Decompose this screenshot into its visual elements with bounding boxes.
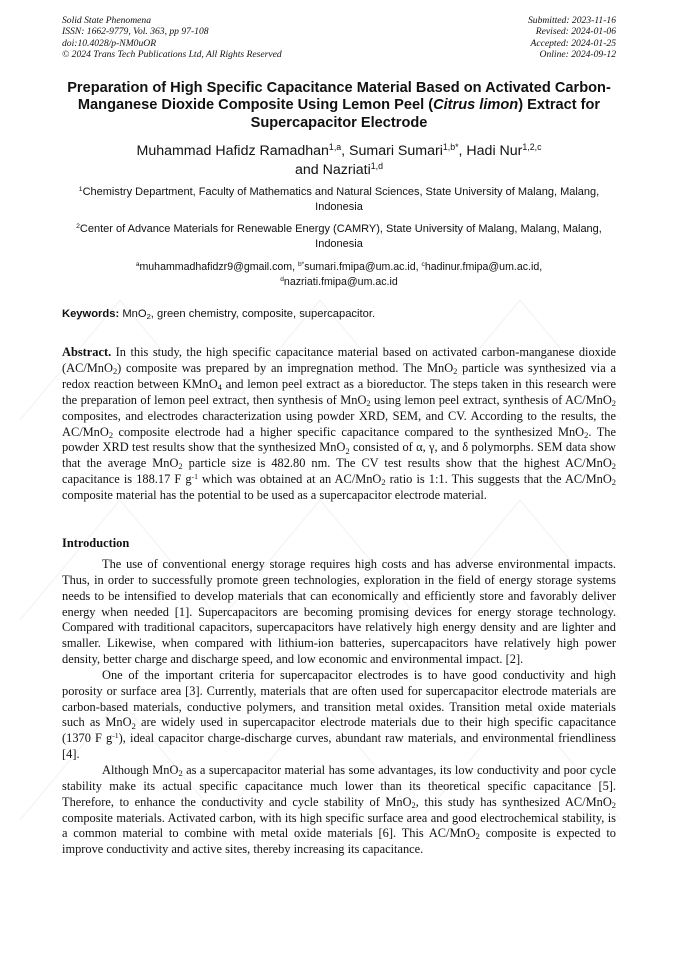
- abstract-label: Abstract.: [62, 345, 112, 359]
- paragraph: One of the important criteria for supercapacitor electrodes is to have good conductivity and high porosity or surface area [3]. Currently, materials that are often used for supercapacitor electrode materials are carbon-based materials, conductive polymers, and transition metal oxides. Transition metal oxide materials such as MnO$_2$ are widely used in supercapacitor electrode materials due to their high specific capacitance (1370 F $g^{-1}$), ideal capacitor charge-discharge curves, abundant raw materials, and environmental friendliness [4].: [62, 667, 617, 762]
- online-date: Online: 2024-09-12: [539, 48, 616, 60]
- paper-title: Preparation of High Specific Capacitance Material Based on Activated Carbon-Manganese Dioxide Composite Using Lemon Peel (Citrus limon) Extract for Supercapacitor Electrode: [67, 80, 611, 131]
- introduction-body: [62, 557, 616, 858]
- keywords: Keywords: MnO$_2$, green chemistry, composite, supercapacitor.: [62, 308, 376, 321]
- affiliation-2: $^2$Center of Advance Materials for Renewable Energy (CAMRY), State University of Malang, Malang, Malang, Indonesia: [76, 223, 602, 251]
- author-name: and Nazriati: [295, 162, 371, 178]
- paragraph: The use of conventional energy storage requires high costs and has adverse environmental impacts. Thus, in order to successfully promote green technologies, exploration in the field of energy storage systems needs to be intensified to develop materials that can economically and efficiently store and favorably deliver energy when needed [1]. Supercapacitors are becoming promising devices for energy storage technology. Compared with traditional capacitors, supercapacitors have relatively high energy density and are lighter and smaller. Likewise, when compared with lithium-ion batteries, supercapacitors have relatively high power density, better charge and discharge speed, and low economic and environmental impact. [2].: [62, 557, 616, 667]
- keywords-label: Keywords:: [62, 308, 120, 320]
- submitted-date: Submitted: 2023-11-16: [527, 15, 616, 26]
- journal-header-left: [62, 15, 282, 60]
- author-name: Muhammad Hafidz Ramadhan: [136, 143, 329, 159]
- author-name: Hadi Nur: [466, 143, 523, 159]
- author-list: Muhammad Hafidz Ramadhan$^{1,a}$, Sumari Sumari$^{1,b*}$, Hadi Nur$^{1,2,c}$ and Nazriati$^{1,d}$: [136, 142, 542, 178]
- author-name: Sumari Sumari: [349, 143, 443, 159]
- issn-volume: ISSN: 1662-9779, Vol. 363, pp 97-108: [62, 26, 209, 38]
- author-emails: $^a$muhammadhafidzr9@gmail.com, $^{b*}$sumari.fmipa@um.ac.id, $^c$hadinur.fmipa@um.ac.id, $^d$nazriati.fmipa@um.ac.id: [135, 261, 543, 288]
- section-heading-introduction: Introduction: [62, 536, 130, 550]
- copyright: © 2024 Trans Tech Publications Ltd, All Rights Reserved: [62, 48, 282, 60]
- accepted-date: Accepted: 2024-01-25: [530, 37, 616, 49]
- journal-header-right: [528, 15, 616, 60]
- revised-date: Revised: 2024-01-06: [535, 26, 616, 38]
- paragraph: Although MnO$_2$ as a supercapacitor material has some advantages, its low conductivity and poor cycle stability make its actual specific capacitance much lower than its theoretical specific capacitance [5]. Therefore, to enhance the conductivity and cycle stability of MnO$_2$, this study has synthesized AC/MnO$_2$ composite materials. Activated carbon, with its high specific surface area and good electrochemical stability, is a common material to combine with metal oxide materials [6]. This AC/MnO$_2$ composite is expected to improve conductivity and active sites, thereby increasing its capacitance.: [62, 762, 616, 857]
- journal-name: Solid State Phenomena: [62, 15, 151, 26]
- abstract: Abstract. In this study, the high specific capacitance material based on activated carbon-manganese dioxide (AC/MnO$_2$) composite was prepared by an impregnation method. The MnO$_2$ particle was synthesized via a redox reaction between KMnO$_4$ and lemon peel extract as a bioreductor. The steps taken in this research were the preparation of lemon peel extract, then synthesis of MnO$_2$ using lemon peel extract, synthesis of AC/MnO$_2$ composites, and electrodes characterization using powder XRD, SEM, and CV. According to the results, the AC/MnO$_2$ composite electrode had a higher specific capacitance compared to the synthesized MnO$_2$. The powder XRD test results show that the synthesized MnO$_2$ consisted of α, γ, and δ polymorphs. SEM data show that the average MnO$_2$ particle size is 482.80 nm. The CV test results show that the highest AC/MnO$_2$ capacitance is 188.17 F $g^{-1}$ which was obtained at an AC/MnO$_2$ ratio is 1:1. This suggests that the AC/MnO$_2$ composite material has the potential to be used as a supercapacitor electrode material.: [62, 345, 617, 503]
- doi: doi:10.4028/p-NM0uOR: [62, 37, 157, 49]
- affiliation-1: $^1$Chemistry Department, Faculty of Mathematics and Natural Sciences, State University of Malang, Malang, Indonesia: [78, 186, 600, 214]
